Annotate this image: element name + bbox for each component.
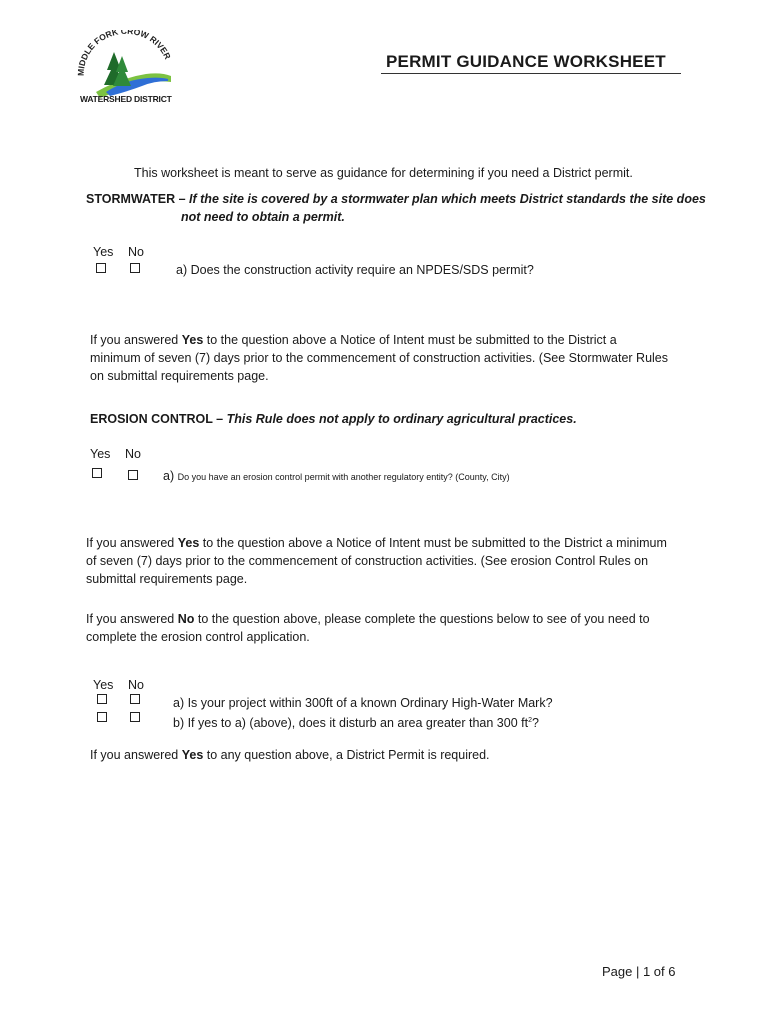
final-question-a: a) Is your project within 300ft of a known Ordinary High-Water Mark? [173,696,553,710]
final-q-a-yes-checkbox[interactable] [97,694,107,704]
final-conclusion: If you answered Yes to any question above, a District Permit is required. [90,748,490,762]
stormwater-yes-label: Yes [93,245,114,259]
stormwater-note: If the site is covered by a stormwater plan which meets District standards the site does [189,192,706,206]
erosion-no-label: No [125,447,141,461]
stormwater-label: STORMWATER – [86,192,186,206]
erosion-q-a-no-checkbox[interactable] [128,470,138,480]
erosion-label: EROSION CONTROL – [90,412,224,426]
erosion-heading [90,412,577,426]
final-no-label: No [128,678,144,692]
erosion-followup-line1: If you answered Yes to the question above a Notice of Intent must be submitted to the District a minimum [86,536,667,550]
final-q-a-no-checkbox[interactable] [130,694,140,704]
final-yes-label: Yes [93,678,114,692]
erosion-note: This Rule does not apply to ordinary agricultural practices. [226,412,577,426]
erosion-no-instruction-line2: complete the erosion control application. [86,630,310,644]
stormwater-q-a-no-checkbox[interactable] [130,263,140,273]
stormwater-heading [86,192,706,206]
title-underline [381,73,681,74]
logo-arc-text: MIDDLE FORK CROW RIVER [76,30,173,77]
final-question-b: b) If yes to a) (above), does it disturb an area greater than 300 $ft^2$? [173,716,539,731]
stormwater-no-label: No [128,245,144,259]
stormwater-q-a-yes-checkbox[interactable] [96,263,106,273]
stormwater-note-line2: not need to obtain a permit. [181,210,345,224]
intro-text: This worksheet is meant to serve as guidance for determining if you need a District permit. [134,166,633,180]
erosion-followup-line3: submittal requirements page. [86,572,248,586]
page-number: Page | 1 of 6 [602,964,676,979]
logo-bottom-text: WATERSHED DISTRICT [80,94,172,104]
erosion-question-a: a) Do you have an erosion control permit with another regulatory entity? (County, City) [163,469,510,483]
stormwater-followup-line2: minimum of seven (7) days prior to the commencement of construction activities. (See Stormwater Rules [90,351,668,365]
erosion-q-a-yes-checkbox[interactable] [92,468,102,478]
erosion-followup-line2: of seven (7) days prior to the commencement of construction activities. (See erosion Control Rules on [86,554,649,568]
stormwater-followup-line1: If you answered Yes to the question above a Notice of Intent must be submitted to the District a [90,333,617,347]
erosion-yes-label: Yes [90,447,111,461]
district-logo [76,30,176,108]
erosion-no-instruction-line1: If you answered No to the question above, please complete the questions below to see of you need to [86,612,650,626]
stormwater-question-a: a) Does the construction activity require an NPDES/SDS permit? [176,263,534,277]
stormwater-followup-line3: on submittal requirements page. [90,369,269,383]
page-title: PERMIT GUIDANCE WORKSHEET [386,52,666,71]
final-q-b-yes-checkbox[interactable] [97,712,107,722]
final-q-b-no-checkbox[interactable] [130,712,140,722]
